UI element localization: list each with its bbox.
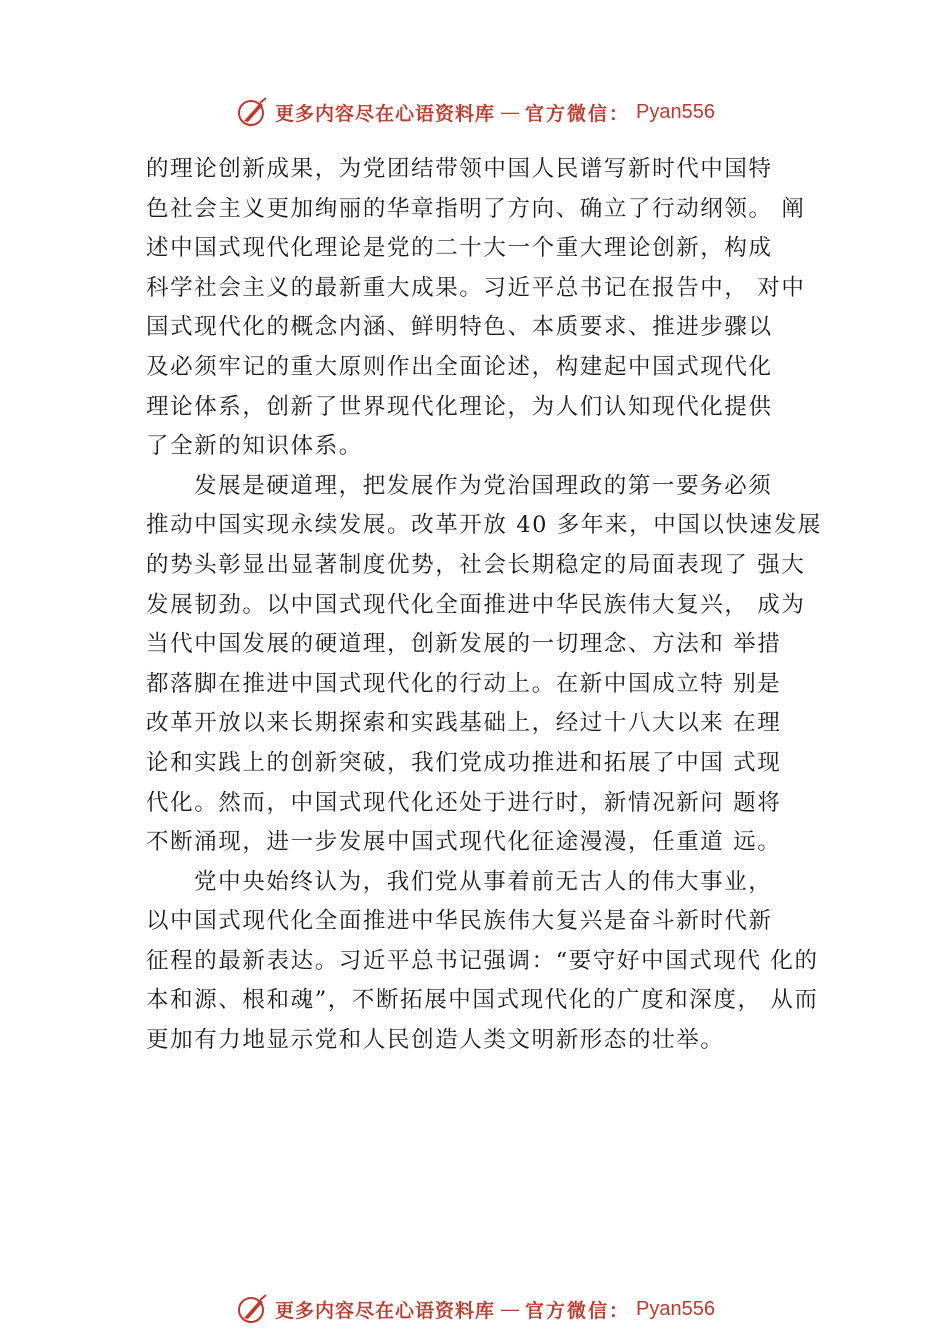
text-line: 的理论创新成果，为党团结带领中国人民谱写新时代中国特	[146, 156, 773, 182]
quill-logo-icon	[235, 95, 269, 129]
footer-brand: 更多内容尽在心语资料库	[275, 1299, 496, 1322]
text-line: 代化。然而，中国式现代化还处于进行时，新情况新问 题将	[146, 789, 782, 816]
text-line: 理论体系，创新了世界现代化理论，为人们认知现代化提供	[146, 393, 773, 420]
quill-logo-icon	[235, 1292, 269, 1326]
text-line: 论和实践上的创新突破，我们党成功推进和拓展了中国 式现	[146, 749, 782, 776]
header-banner	[0, 92, 950, 132]
text-line: 当代中国发展的硬道理，创新发展的一切理念、方法和 举措	[146, 631, 782, 658]
text-line: 述中国式现代化理论是党的二十大一个重大理论创新，构成	[146, 235, 773, 262]
text-line: 发展是硬道理，把发展作为党治国理政的第一要务必须	[194, 472, 773, 499]
header-wechat-label: 官方微信：	[525, 102, 631, 125]
header-wechat-id: Pyan556	[636, 100, 715, 123]
footer-wechat-label: 官方微信：	[525, 1299, 631, 1322]
header-brand: 更多内容尽在心语资料库	[275, 102, 496, 125]
text-line: 科学社会主义的最新重大成果。习近平总书记在报告中， 对中	[146, 274, 806, 301]
text-line: 都落脚在推进中国式现代化的行动上。在新中国成立特 别是	[146, 670, 782, 697]
text-line: 党中央始终认为，我们党从事着前无古人的伟大事业，	[194, 868, 773, 895]
text-line: 的势头彰显出显著制度优势，社会长期稳定的局面表现了 强大	[146, 551, 806, 578]
text-line: 改革开放以来长期探索和实践基础上，经过十八大以来 在理	[146, 710, 782, 737]
text-line: 国式现代化的概念内涵、鲜明特色、本质要求、推进步骤以	[146, 314, 773, 341]
footer-wechat-id: Pyan556	[636, 1297, 715, 1320]
text-line: 以中国式现代化全面推进中华民族伟大复兴是奋斗新时代新	[146, 908, 773, 935]
paragraph-2	[146, 467, 836, 863]
text-line: 了全新的知识体系。	[146, 433, 363, 460]
footer-banner	[0, 1289, 950, 1329]
text-line: 推动中国实现永续发展。改革开放 40 多年来，中国以快速发展	[146, 512, 822, 539]
text-line: 本和源、根和魂”，不断拓展中国式现代化的广度和深度， 从而	[146, 987, 819, 1014]
document-body	[146, 150, 836, 1061]
text-line: 发展韧劲。以中国式现代化全面推进中华民族伟大复兴， 成为	[146, 591, 806, 618]
footer-separator: —	[501, 1298, 520, 1319]
paragraph-3	[146, 863, 836, 1061]
text-line: 更加有力地显示党和人民创造人类文明新形态的壮举。	[146, 1027, 725, 1054]
text-line: 色社会主义更加绚丽的华章指明了方向、确立了行动纲领。 阐	[146, 195, 806, 222]
header-separator: —	[501, 101, 520, 122]
text-line: 不断涌现，进一步发展中国式现代化征途漫漫，任重道 远。	[146, 829, 782, 856]
text-line: 征程的最新表达。习近平总书记强调：“要守好中国式现代 化的	[146, 947, 819, 974]
text-line: 及必须牢记的重大原则作出全面论述，构建起中国式现代化	[146, 353, 773, 380]
paragraph-1	[146, 150, 836, 467]
